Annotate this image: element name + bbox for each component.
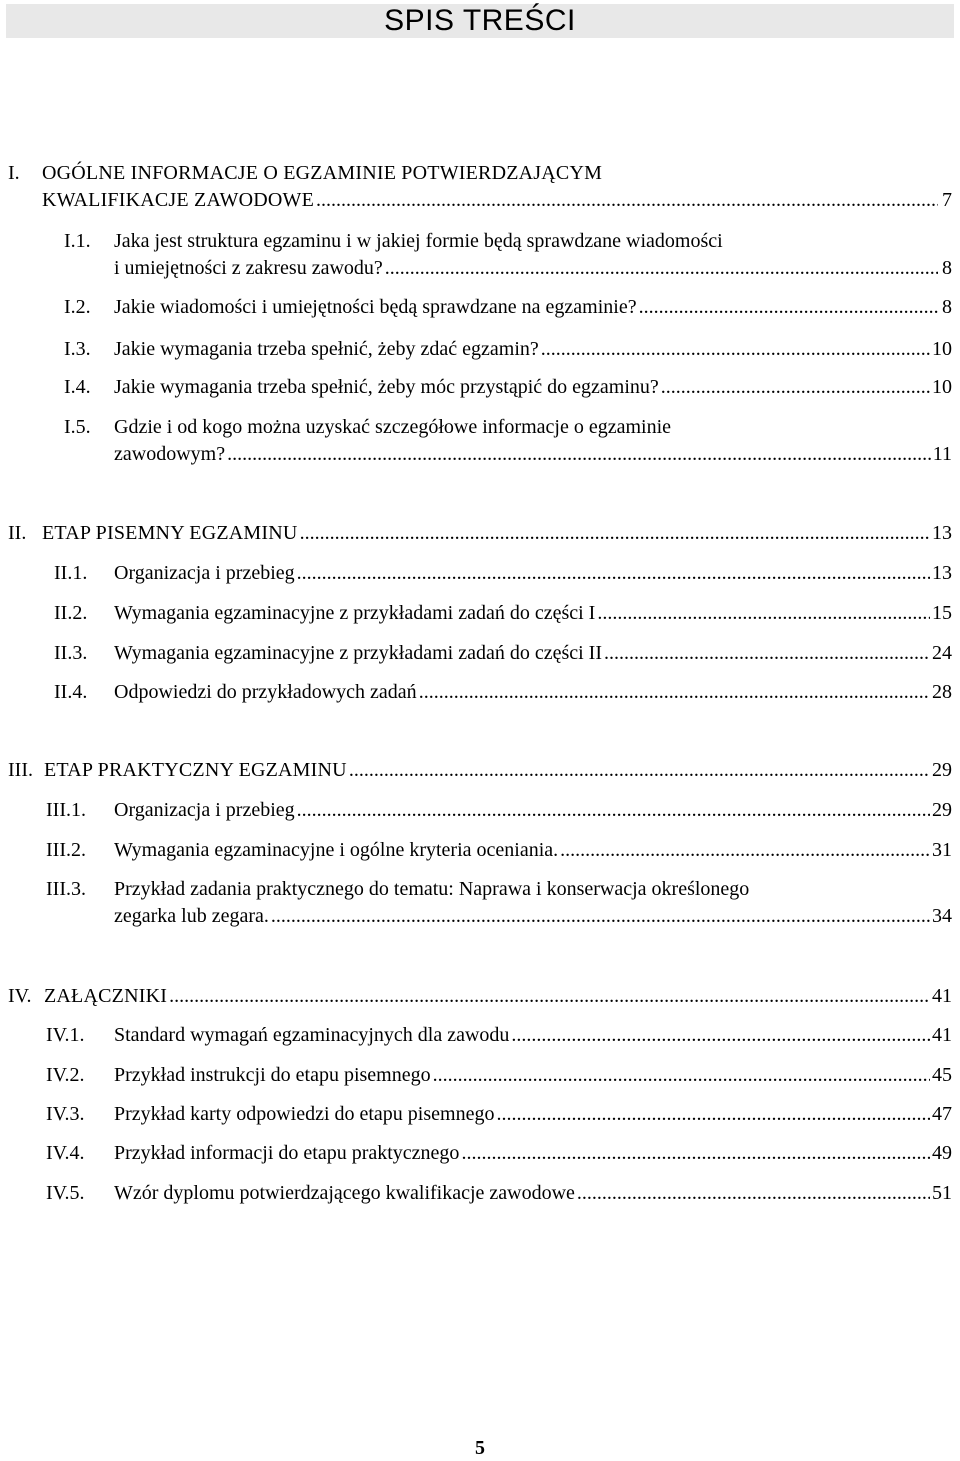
dot-leader	[300, 520, 930, 547]
item-leader-row	[114, 255, 952, 282]
item-number: IV.5.	[46, 1182, 85, 1204]
item-number: II.1.	[54, 562, 88, 584]
item-number: I.2.	[64, 296, 91, 318]
item-title-line-2: zegarka lub zegara.	[114, 905, 269, 927]
item-number: II.2.	[54, 602, 88, 624]
section-leader-row	[44, 757, 952, 784]
item-number: IV.1.	[46, 1024, 85, 1046]
item-page: 31	[932, 839, 952, 861]
item-title: Jakie wymagania trzeba spełnić, żeby zdać egzamin?	[114, 338, 539, 360]
item-page: 10	[932, 338, 952, 360]
item-title-line-1: Jaka jest struktura egzaminu i w jakiej formie będą sprawdzane wiadomości	[114, 230, 723, 252]
item-number: II.4.	[54, 681, 88, 703]
item-page: 8	[942, 257, 952, 279]
dot-leader	[169, 983, 930, 1010]
item-page: 29	[932, 799, 952, 821]
item-page: 15	[932, 602, 952, 624]
item-number: II.3.	[54, 642, 88, 664]
dot-leader	[639, 294, 938, 321]
dot-leader	[496, 1101, 930, 1128]
item-title: Przykład informacji do etapu praktycznego	[114, 1142, 460, 1164]
section-number: II.	[8, 522, 27, 544]
dot-leader	[661, 374, 930, 401]
item-number: IV.3.	[46, 1103, 85, 1125]
item-page: 28	[932, 681, 952, 703]
dot-leader	[541, 336, 930, 363]
item-page: 47	[932, 1103, 952, 1125]
item-page: 11	[932, 443, 952, 465]
item-leader-row	[114, 441, 952, 468]
item-title: Jakie wiadomości i umiejętności będą sprawdzane na egzaminie?	[114, 296, 637, 318]
item-title: Standard wymagań egzaminacyjnych dla zawodu	[114, 1024, 510, 1046]
section-leader-row	[42, 520, 952, 547]
item-number: I.3.	[64, 338, 91, 360]
item-title: Przykład karty odpowiedzi do etapu pisemnego	[114, 1103, 495, 1125]
item-number: III.1.	[46, 799, 86, 821]
toc-title: SPIS TREŚCI	[384, 4, 576, 37]
dot-leader	[560, 837, 930, 864]
item-leader-row	[114, 903, 952, 930]
item-leader-row	[114, 1022, 952, 1049]
item-title: Odpowiedzi do przykładowych zadań	[114, 681, 417, 703]
item-leader-row	[114, 1101, 952, 1128]
item-number: I.1.	[64, 230, 91, 252]
section-title-line-2: KWALIFIKACJE ZAWODOWE	[42, 189, 314, 211]
dot-leader	[297, 797, 930, 824]
dot-leader	[604, 640, 930, 667]
item-title: Przykład instrukcji do etapu pisemnego	[114, 1064, 431, 1086]
section-page: 13	[932, 522, 952, 544]
section-page: 29	[932, 759, 952, 781]
item-title: Organizacja i przebieg	[114, 562, 295, 584]
item-leader-row	[114, 294, 952, 321]
item-leader-row	[114, 600, 952, 627]
item-title-line-2: zawodowym?	[114, 443, 226, 465]
item-page: 45	[932, 1064, 952, 1086]
dot-leader	[461, 1140, 930, 1167]
page-number: 5	[475, 1437, 485, 1459]
item-title: Wymagania egzaminacyjne z przykładami zadań do części I	[114, 602, 596, 624]
item-number: I.5.	[64, 416, 91, 438]
item-page: 10	[932, 376, 952, 398]
item-page: 51	[932, 1182, 952, 1204]
item-title-line-1: Przykład zadania praktycznego do tematu: Naprawa i konserwacja określonego	[114, 878, 750, 900]
item-leader-row	[114, 374, 952, 401]
dot-leader	[419, 679, 930, 706]
section-number: I.	[8, 162, 20, 184]
item-number: IV.4.	[46, 1142, 85, 1164]
item-number: III.2.	[46, 839, 86, 861]
section-number: IV.	[8, 985, 32, 1007]
section-title: ETAP PISEMNY EGZAMINU	[42, 522, 298, 544]
item-title: Wzór dyplomu potwierdzającego kwalifikacje zawodowe	[114, 1182, 575, 1204]
item-title: Wymagania egzaminacyjne z przykładami zadań do części II	[114, 642, 602, 664]
item-page: 49	[932, 1142, 952, 1164]
item-leader-row	[114, 679, 952, 706]
item-page: 41	[932, 1024, 952, 1046]
dot-leader	[385, 255, 938, 282]
dot-leader	[511, 1022, 930, 1049]
item-leader-row	[114, 560, 952, 587]
item-page: 24	[932, 642, 952, 664]
section-title-line-1: OGÓLNE INFORMACJE O EGZAMINIE POTWIERDZAJĄCYM	[42, 162, 603, 184]
item-number: IV.2.	[46, 1064, 85, 1086]
item-leader-row	[114, 1062, 952, 1089]
section-leader-row	[42, 187, 952, 214]
item-leader-row	[114, 640, 952, 667]
dot-leader	[577, 1180, 930, 1207]
item-title-line-1: Gdzie i od kogo można uzyskać szczegółowe informacje o egzaminie	[114, 416, 672, 438]
dot-leader	[316, 187, 938, 214]
item-title: Wymagania egzaminacyjne i ogólne kryteria oceniania.	[114, 839, 559, 861]
dot-leader	[271, 903, 930, 930]
dot-leader	[227, 441, 931, 468]
dot-leader	[297, 560, 930, 587]
item-title-line-2: i umiejętności z zakresu zawodu?	[114, 257, 383, 279]
section-title: ZAŁĄCZNIKI	[44, 985, 168, 1007]
item-leader-row	[114, 1140, 952, 1167]
item-number: I.4.	[64, 376, 91, 398]
item-number: III.3.	[46, 878, 86, 900]
dot-leader	[433, 1062, 930, 1089]
item-title: Organizacja i przebieg	[114, 799, 295, 821]
section-leader-row	[44, 983, 952, 1010]
dot-leader	[597, 600, 930, 627]
item-page: 8	[942, 296, 952, 318]
section-number: III.	[8, 759, 33, 781]
item-title: Jakie wymagania trzeba spełnić, żeby móc przystąpić do egzaminu?	[114, 376, 659, 398]
item-page: 13	[932, 562, 952, 584]
section-title: ETAP PRAKTYCZNY EGZAMINU	[44, 759, 347, 781]
item-leader-row	[114, 1180, 952, 1207]
section-page: 7	[942, 189, 952, 211]
section-page: 41	[932, 985, 952, 1007]
item-leader-row	[114, 797, 952, 824]
item-leader-row	[114, 837, 952, 864]
dot-leader	[349, 757, 930, 784]
item-leader-row	[114, 336, 952, 363]
item-page: 34	[932, 905, 952, 927]
